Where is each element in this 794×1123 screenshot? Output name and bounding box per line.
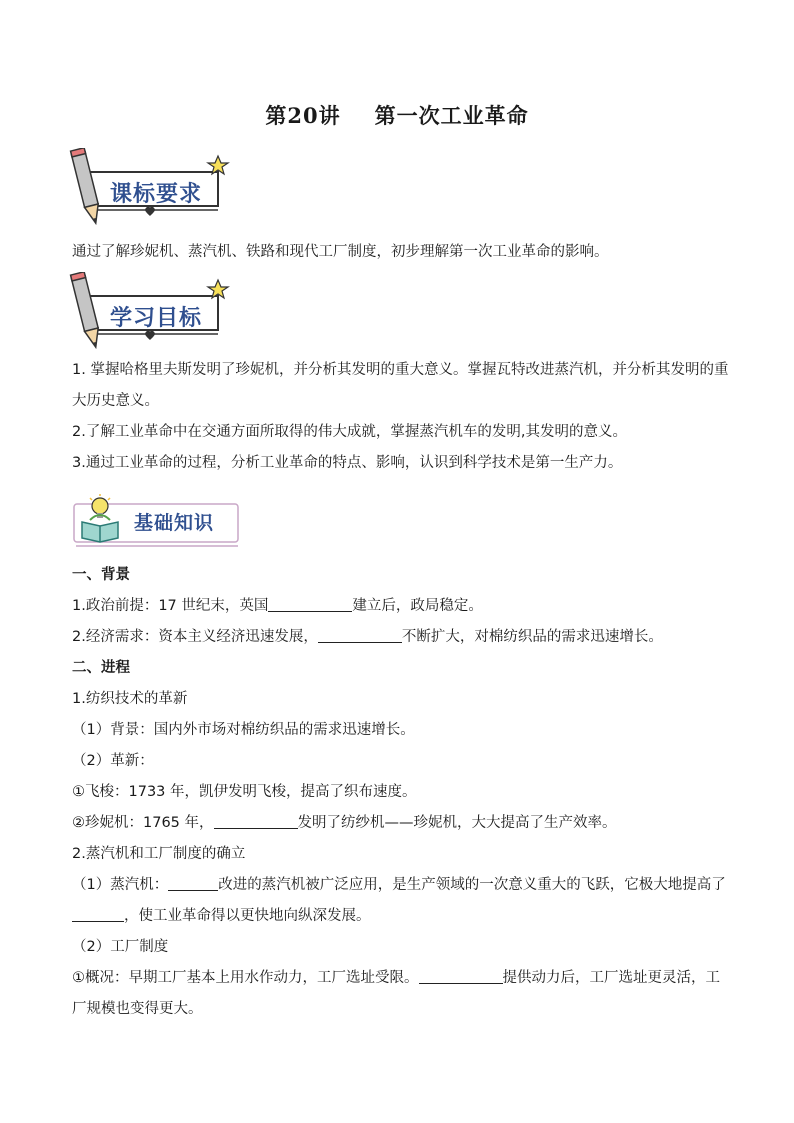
process-item-1a: （1）背景：国内外市场对棉纺织品的需求迅速增长。: [72, 722, 415, 738]
fill-blank[interactable]: [318, 626, 402, 643]
process-item-2: 2.蒸汽机和工厂制度的确立: [72, 846, 246, 862]
process-item-1: 1.纺织技术的革新: [72, 691, 188, 707]
fill-blank[interactable]: [419, 967, 503, 984]
fill-blank[interactable]: [72, 905, 124, 922]
curriculum-label: 课标要求: [110, 182, 203, 207]
lecture-topic: 第一次工业革命: [374, 103, 529, 128]
fill-blank[interactable]: [168, 874, 218, 891]
goals-label: 学习目标: [110, 306, 203, 331]
lecture-number: 第20讲: [265, 103, 341, 128]
basics-label: 基础知识: [134, 512, 215, 534]
heading-process: 二、进程: [72, 660, 130, 676]
goal-item-3: 3.通过工业革命的过程，分析工业革命的特点、影响，认识到科学技术是第一生产力。: [72, 455, 623, 471]
fill-blank[interactable]: [268, 595, 352, 612]
basics-banner: [68, 494, 243, 552]
heading-background: 一、背景: [72, 567, 130, 583]
process-item-1b2: ②珍妮机：1765 年， 发明了纺纱机——珍妮机，大大提高了生产效率。: [72, 808, 732, 839]
page-title: [0, 100, 794, 130]
curriculum-banner: [68, 148, 238, 228]
curriculum-text: 通过了解珍妮机、蒸汽机、铁路和现代工厂制度，初步理解第一次工业革命的影响。: [72, 244, 609, 260]
background-item-2: 2.经济需求：资本主义经济迅速发展， 不断扩大，对棉纺织品的需求迅速增长。: [72, 622, 732, 653]
process-item-2a: （1）蒸汽机： 改进的蒸汽机被广泛应用，是生产领域的一次意义重大的飞跃，它极大地提高了，使工业革命得以更快地向纵深发展。: [72, 870, 732, 932]
fill-blank[interactable]: [214, 812, 298, 829]
background-item-1: 1.政治前提：17 世纪末，英国 建立后，政局稳定。: [72, 591, 732, 622]
goal-item-2: 2.了解工业革命中在交通方面所取得的伟大成就，掌握蒸汽机车的发明,其发明的意义。: [72, 424, 627, 440]
process-item-2b1: ①概况：早期工厂基本上用水作动力，工厂选址受限。 提供动力后，工厂选址更灵活，工厂规模也变得更大。: [72, 963, 732, 1025]
process-item-1b1: ①飞梭：1733 年，凯伊发明飞梭，提高了织布速度。: [72, 784, 417, 800]
process-item-1b: （2）革新：: [72, 753, 154, 769]
goals-banner: [68, 272, 238, 352]
goal-item-1: 1. 掌握哈格里夫斯发明了珍妮机，并分析其发明的重大意义。掌握瓦特改进蒸汽机，并分析其发明的重大历史意义。: [72, 362, 729, 409]
process-item-2b: （2）工厂制度: [72, 939, 169, 955]
